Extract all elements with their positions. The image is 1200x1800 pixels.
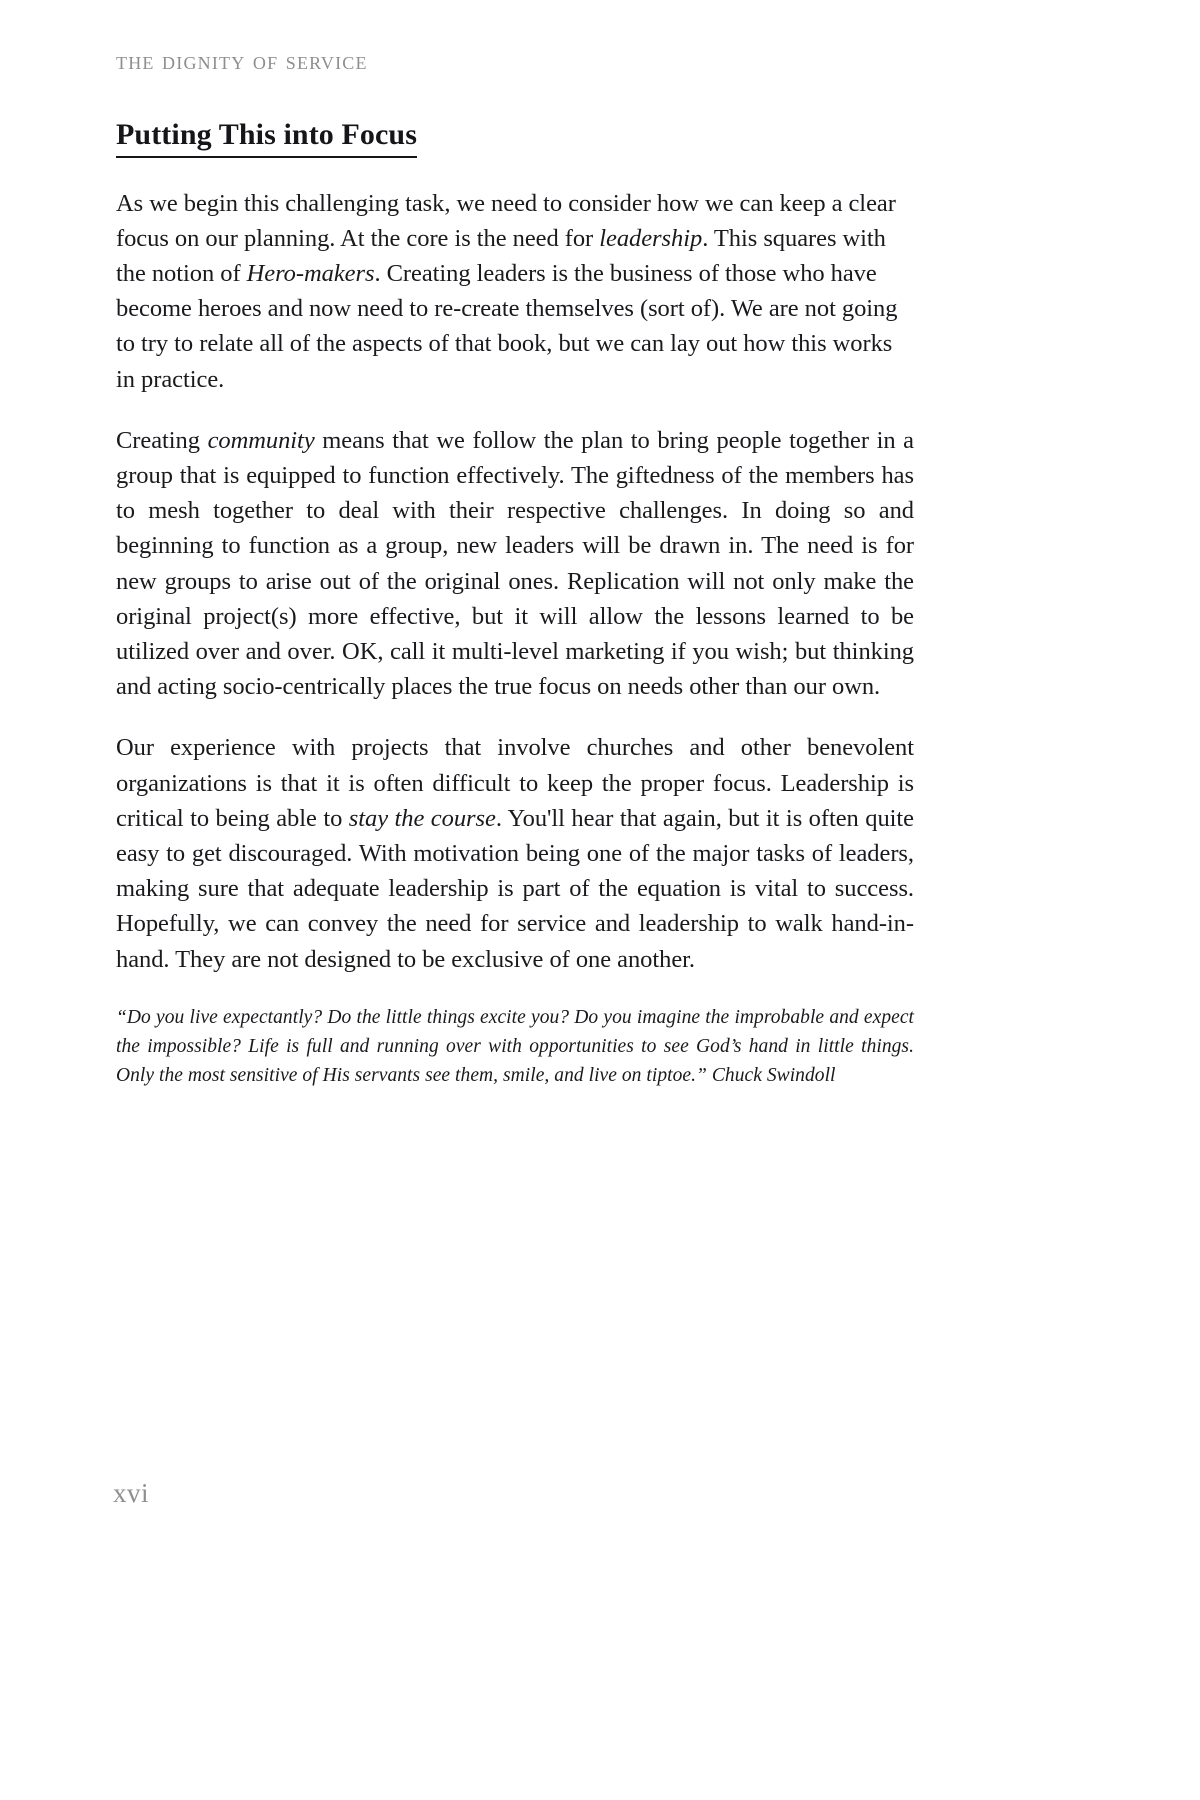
pull-quote: “Do you live expectantly? Do the little things excite you? Do you imagine the improbable and expect the impossible? Life is full and running over with opportunities to see God’s hand in little things. Only the most sensitive of His servants see them, smile, and live on tiptoe.” Chuck Swindoll bbox=[116, 1006, 914, 1086]
text-run: . Creating leaders is the business of those who have become heroes and now need to re-create themselves (sort of). We are not going to try to relate all of the aspects of that book, but we can lay out how this works in practice. bbox=[116, 259, 898, 393]
text-run: As we begin this challenging task, we need to consider how we can keep a clear focus on our planning. At the core is the need for bbox=[116, 189, 896, 252]
running-head: the dignity of service bbox=[116, 48, 368, 75]
text-run: . This squares with the notion of bbox=[116, 224, 886, 287]
paragraph-2 bbox=[116, 423, 914, 705]
paragraph-1 bbox=[116, 186, 914, 397]
page-title: Putting This into Focus bbox=[116, 118, 417, 158]
emphasized-text: community bbox=[207, 426, 315, 454]
text-run: Our experience with projects that involve churches and other benevolent organizations is that it is often difficult to keep the proper focus. Leadership is critical to being able to bbox=[116, 734, 914, 832]
paragraph-3 bbox=[116, 730, 914, 976]
text-run: means that we follow the plan to bring people together in a group that is equipped to function effectively. The giftedness of the members has to mesh together to deal with their respective challenges. In doing so and beginning to function as a group, new leaders will be drawn in. The need is for new groups to arise out of the original ones. Replication will not only make the original project(s) more effective, but it will allow the lessons learned to be utilized over and over. OK, call it multi-level marketing if you wish; but thinking and acting socio-centrically places the true focus on needs other than our own. bbox=[116, 426, 914, 701]
text-run: Creating bbox=[116, 426, 208, 454]
text-run: . You'll hear that again, but it is often quite easy to get discouraged. With motivation being one of the major tasks of leaders, making sure that adequate leadership is part of the equation is vital to success. Hopefully, we can convey the need for service and leadership to walk hand-in-hand. They are not designed to be exclusive of one another. bbox=[116, 804, 914, 973]
emphasized-text: Hero-makers bbox=[246, 259, 375, 287]
emphasized-text: leadership bbox=[599, 224, 703, 252]
page-number: xvi bbox=[113, 1478, 150, 1508]
page-content bbox=[116, 118, 914, 1090]
emphasized-text: stay the course bbox=[348, 804, 496, 832]
